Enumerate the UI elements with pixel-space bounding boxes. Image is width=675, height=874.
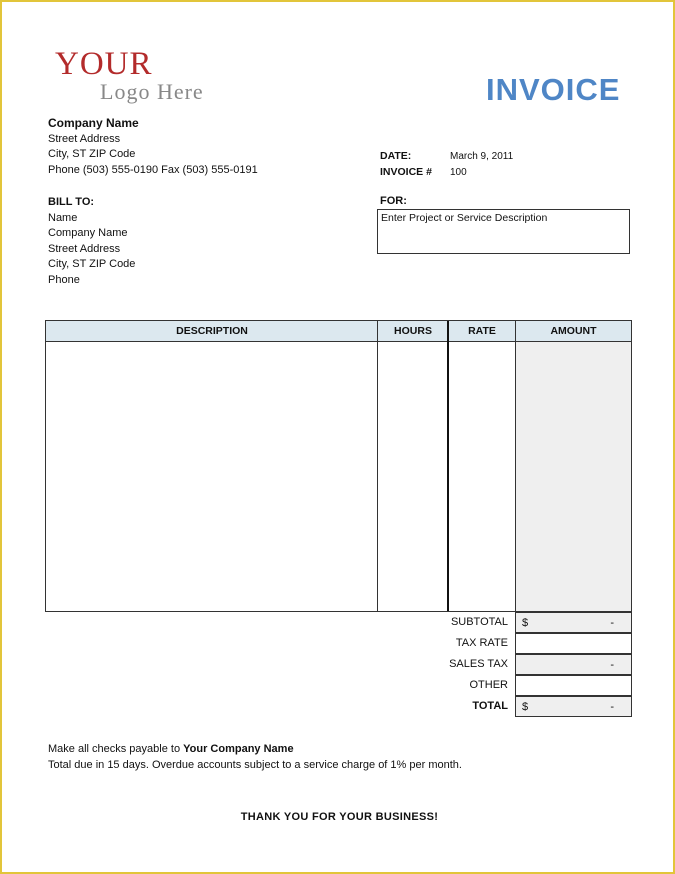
total-label: TOTAL bbox=[472, 700, 508, 712]
tax-rate-field[interactable] bbox=[515, 633, 632, 654]
invoice-number-value[interactable]: 100 bbox=[450, 166, 467, 178]
payable-line bbox=[48, 742, 462, 758]
date-label: DATE: bbox=[380, 150, 412, 162]
description-column-body[interactable] bbox=[46, 342, 377, 611]
project-description-text: Enter Project or Service Description bbox=[381, 212, 548, 224]
company-street: Street Address bbox=[48, 132, 121, 145]
invoice-number-row bbox=[380, 164, 513, 180]
company-name: Company Name bbox=[48, 116, 139, 130]
company-info bbox=[48, 116, 258, 178]
thank-you-note: THANK YOU FOR YOUR BUSINESS! bbox=[240, 811, 439, 823]
amount-column-body[interactable] bbox=[516, 342, 631, 611]
logo-secondary-text: Logo Here bbox=[100, 79, 204, 104]
tax-rate-label: TAX RATE bbox=[455, 637, 508, 649]
line-items-table bbox=[45, 320, 632, 612]
rate-column-body[interactable] bbox=[449, 342, 515, 611]
payable-company-name: Your Company Name bbox=[183, 743, 294, 755]
hours-header: HOURS bbox=[378, 321, 448, 342]
bill-to-block bbox=[48, 195, 135, 288]
invoice-meta bbox=[380, 148, 513, 180]
description-header: DESCRIPTION bbox=[46, 321, 378, 342]
date-value[interactable]: March 9, 2011 bbox=[450, 150, 514, 162]
logo-primary-text: YOUR bbox=[55, 46, 153, 82]
terms-line: Total due in 15 days. Overdue accounts subject to a service charge of 1% per month. bbox=[48, 758, 462, 771]
invoice-number-label: INVOICE # bbox=[380, 166, 432, 178]
hours-column-body[interactable] bbox=[378, 342, 447, 611]
subtotal-value: - bbox=[610, 616, 614, 629]
sales-tax-label: SALES TAX bbox=[449, 658, 508, 670]
sales-tax-field[interactable] bbox=[515, 654, 632, 675]
payable-prefix: Make all checks payable to bbox=[48, 743, 184, 755]
bill-to-street[interactable]: Street Address bbox=[48, 242, 121, 255]
for-label: FOR: bbox=[380, 195, 407, 207]
project-description-field[interactable] bbox=[377, 209, 630, 254]
date-row bbox=[380, 148, 513, 164]
bill-to-phone[interactable]: Phone bbox=[48, 273, 80, 286]
column-divider bbox=[515, 321, 516, 611]
subtotal-field[interactable] bbox=[515, 612, 632, 633]
bill-to-city[interactable]: City, ST ZIP Code bbox=[48, 258, 136, 270]
invoice-title: INVOICE bbox=[486, 72, 621, 107]
bill-to-label: BILL TO: bbox=[48, 196, 95, 208]
total-field[interactable] bbox=[515, 696, 632, 717]
subtotal-label: SUBTOTAL bbox=[450, 616, 508, 628]
other-field[interactable] bbox=[515, 675, 632, 696]
bill-to-name[interactable]: Name bbox=[48, 211, 78, 224]
payment-terms bbox=[48, 742, 462, 773]
rate-header: RATE bbox=[448, 321, 516, 342]
company-city: City, ST ZIP Code bbox=[48, 148, 136, 160]
sales-tax-value: - bbox=[610, 658, 614, 671]
total-currency: $ bbox=[522, 700, 529, 713]
bill-to-company[interactable]: Company Name bbox=[48, 227, 128, 239]
amount-header: AMOUNT bbox=[516, 321, 631, 342]
company-phone-fax: Phone (503) 555-0190 Fax (503) 555-0191 bbox=[48, 163, 258, 176]
subtotal-currency: $ bbox=[522, 616, 529, 629]
other-label: OTHER bbox=[469, 679, 508, 691]
total-value: - bbox=[610, 700, 614, 713]
